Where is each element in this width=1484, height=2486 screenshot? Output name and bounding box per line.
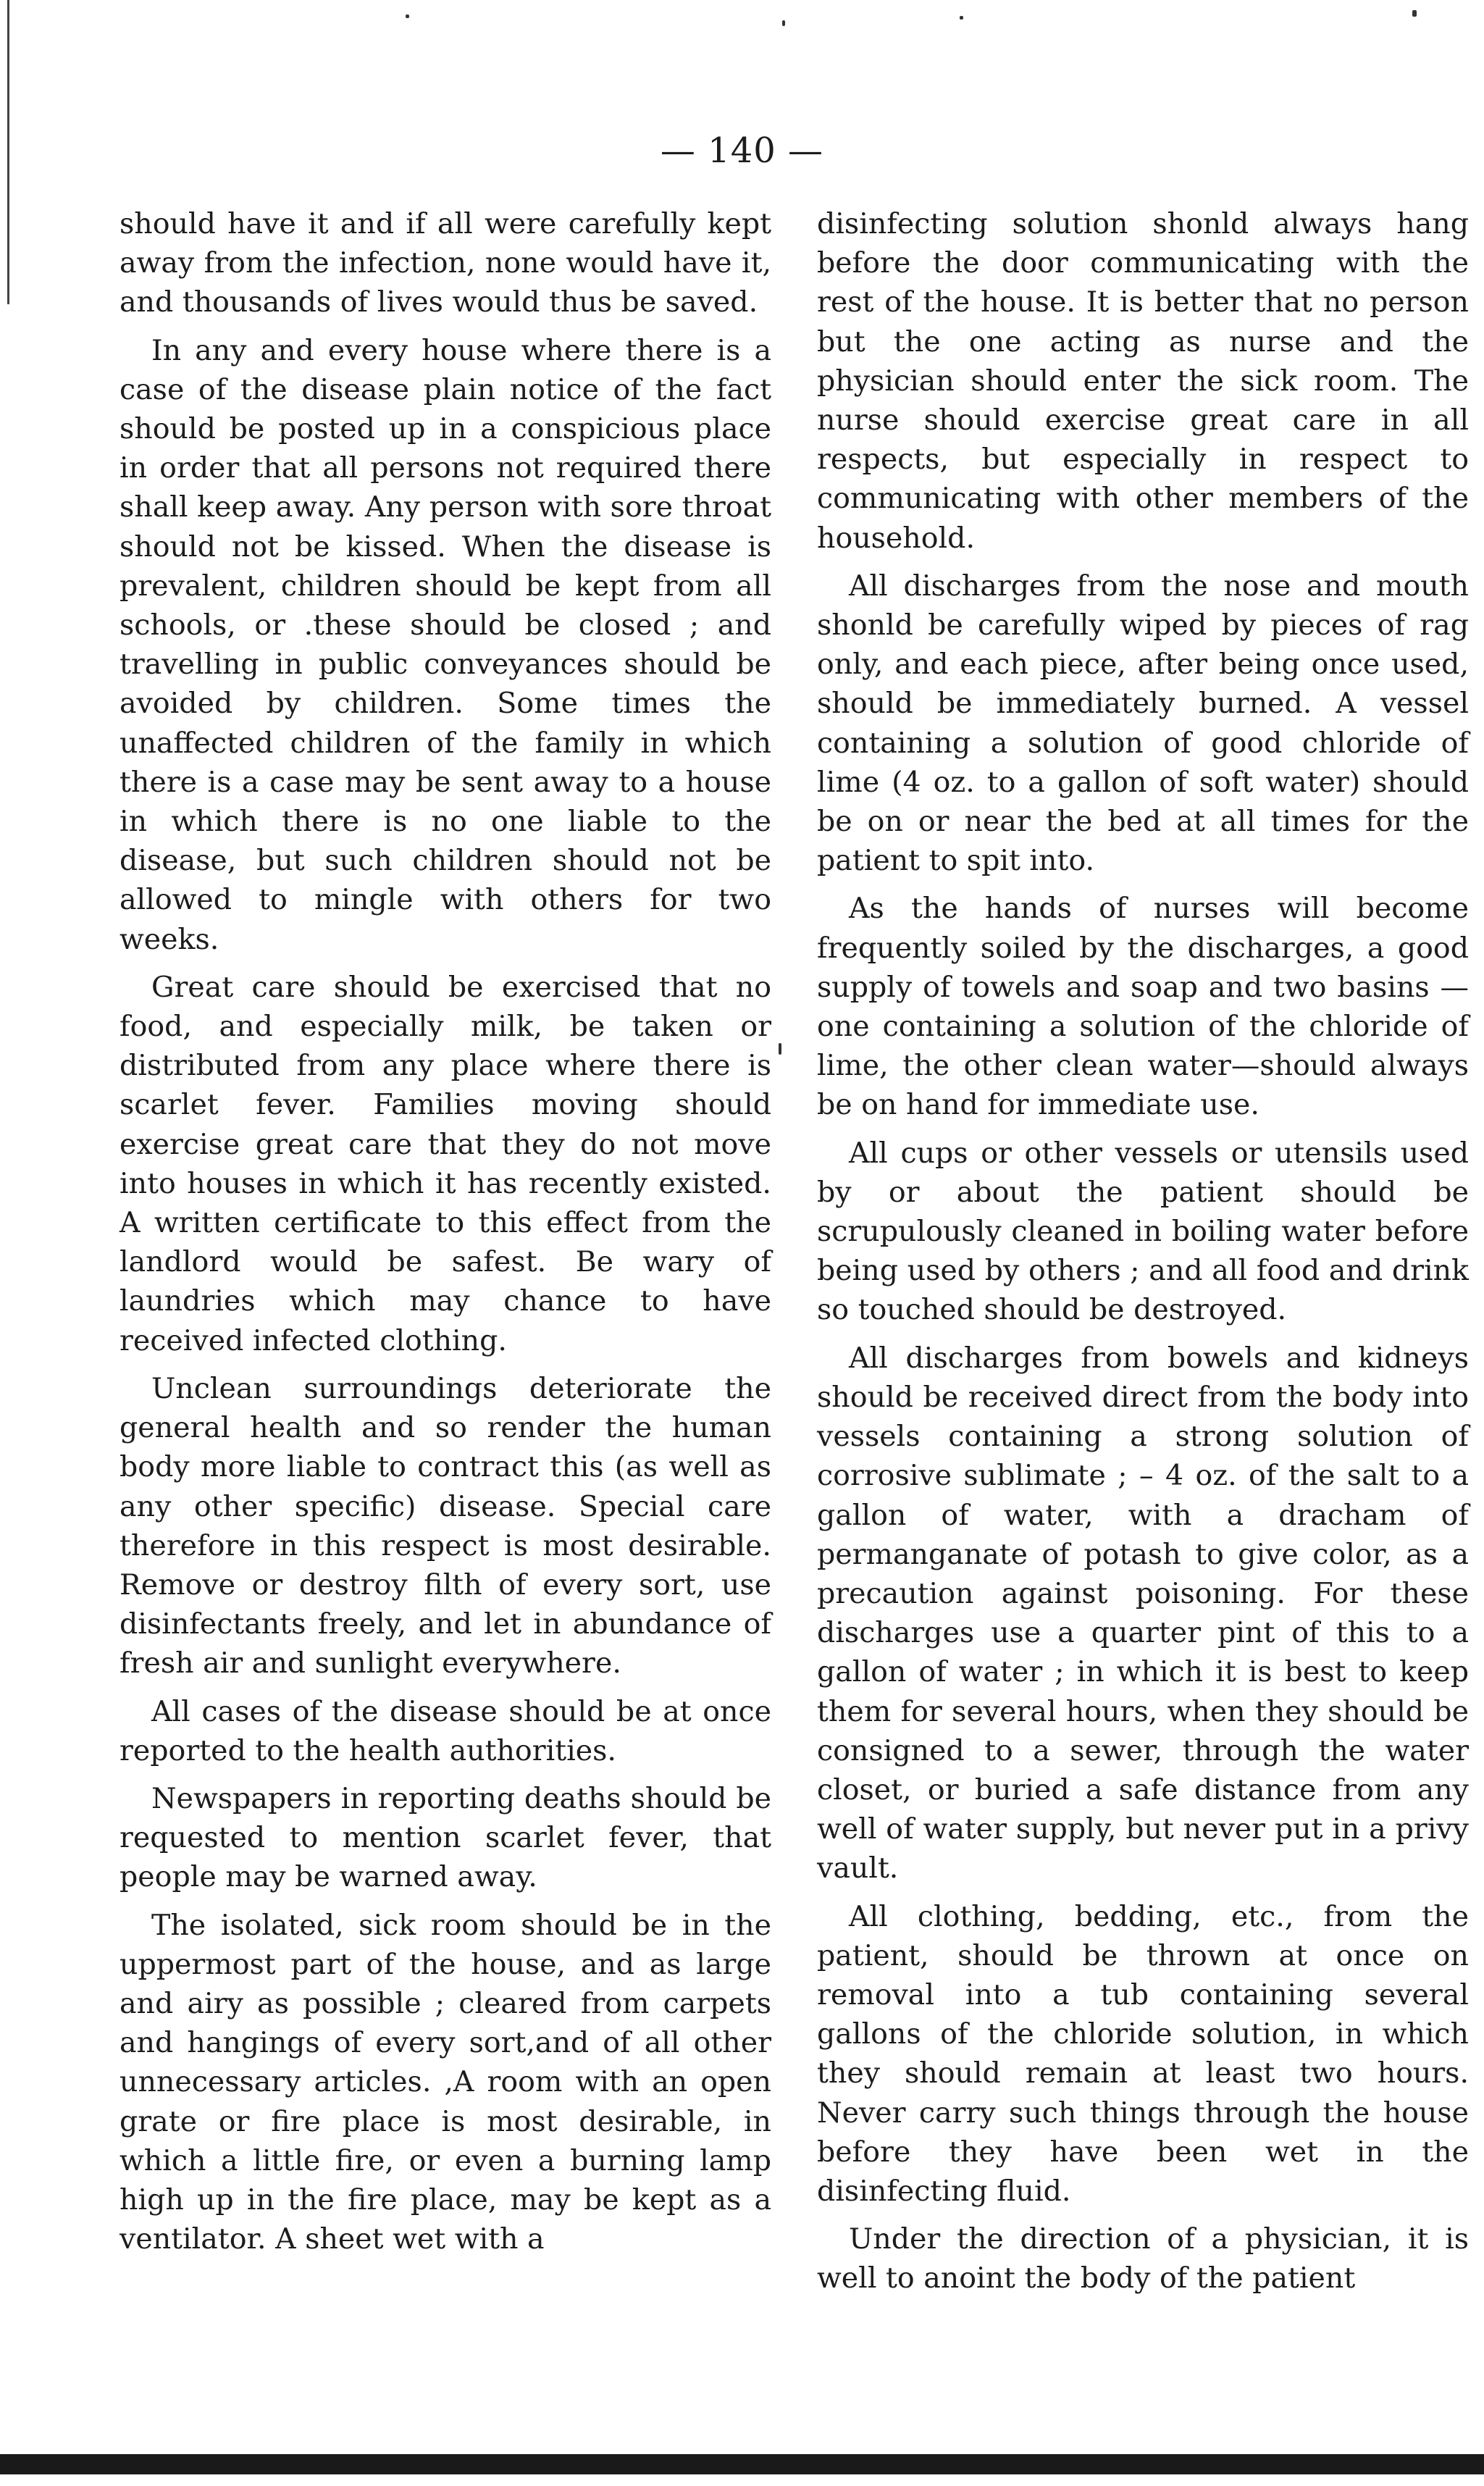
print-speck xyxy=(782,20,785,26)
bottom-scan-edge xyxy=(0,2454,1484,2474)
paragraph: All cases of the disease should be at once reported to the health authorities. xyxy=(120,1694,771,1767)
paragraph: All discharges from the nose and mouth shonld be carefully wiped by pieces of rag only, and each piece, after being once used, should be immediately burned. A vessel containing a solution of good chloride of lime (4 oz. to a gallon of soft water) should be on or near the bed at all times for the patient to spit into. xyxy=(817,569,1469,878)
paragraph: All clothing, bedding, etc., from the patient, should be thrown at once on removal into a tub containing several gallons of the chloride solution, in which they should remain at least two hours. Never carry such things through the house before they have been wet in the disinfecting fluid. xyxy=(817,1899,1469,2208)
paragraph: disinfecting solution shonld always hang before the door communicating with the rest of the house. It is better that no person but the one acting as nurse and the physician should enter the sick room. The nurse should exercise great care in all respects, but especially in respect to communicating with other members of the household. xyxy=(817,207,1469,555)
print-speck xyxy=(779,1043,781,1055)
print-speck xyxy=(960,16,963,20)
paragraph: should have it and if all were carefully kept away from the infection, none would have it, and thousands of lives would thus be saved. xyxy=(120,207,771,319)
paragraph: As the hands of nurses will become frequently soiled by the discharges, a good supply of towels and soap and two basins —one containing a solution of the chloride of lime, the other clean water—should always be on hand for immediate use. xyxy=(817,892,1469,1122)
print-speck xyxy=(406,14,409,18)
paragraph: In any and every house where there is a case of the disease plain notice of the fact should be posted up in a conspicious place in order that all persons not required there shall keep away. Any person with sore throat should not be kissed. When the disease is prevalent, children should be kept from all schools, or .these should be closed ; and travelling in public conveyances should be avoided by children. Some times the unaffected children of the family in which there is a case may be sent away to a house in which there is no one liable to the disease, but such children should not be allowed to mingle with others for two weeks. xyxy=(120,333,771,956)
page-number: — 140 — xyxy=(660,130,824,171)
paragraph: Under the direction of a physician, it is well to anoint the body of the patient xyxy=(817,2222,1469,2295)
paragraph: All discharges from bowels and kidneys should be received direct from the body into vessels containing a strong solution of corrosive sublimate ; – 4 oz. of the salt to a gallon of water, with a dracham of permanganate of potash to give color, as a precaution against poisoning. For these discharges use a quarter pint of this to a gallon of water ; in which it is best to keep them for several hours, when they should be consigned to a sewer, through the water closet, or buried a safe distance from any well of water supply, but never put in a privy vault. xyxy=(817,1341,1469,1886)
paragraph: Great care should be exercised that no food, and especially milk, be taken or distributed from any place where there is scarlet fever. Families moving should exercise great care that they do not move into houses in which it has recently existed. A written certificate to this effect from the landlord would be safest. Be wary of laundries which may chance to have received infected clothing. xyxy=(120,970,771,1357)
paragraph: Unclean surroundings deteriorate the general health and so render the human body more liable to contract this (as well as any other specific) disease. Special care therefore in this respect is most desirable. Remove or destroy filth of every sort, use disinfectants freely, and let in abundance of fresh air and sunlight everywhere. xyxy=(120,1371,771,1681)
paragraph: The isolated, sick room should be in the uppermost part of the house, and as large and airy as possible ; cleared from carpets and hangings of every sort,and of all other unnecessary articles. ,A room with an open grate or fire place is most desirable, in which a little fire, or even a burning lamp high up in the fire place, may be kept as a ventilator. A sheet wet with a xyxy=(120,1908,771,2256)
left-column xyxy=(120,204,771,2267)
right-column xyxy=(817,204,1469,2307)
paragraph: All cups or other vessels or utensils used by or about the patient should be scrupulously cleaned in boiling water before being used by others ; and all food and drink so touched should be destroyed. xyxy=(817,1136,1469,1327)
paragraph: Newspapers in reporting deaths should be requested to mention scarlet fever, that people may be warned away. xyxy=(120,1781,771,1894)
print-speck xyxy=(1412,10,1417,17)
